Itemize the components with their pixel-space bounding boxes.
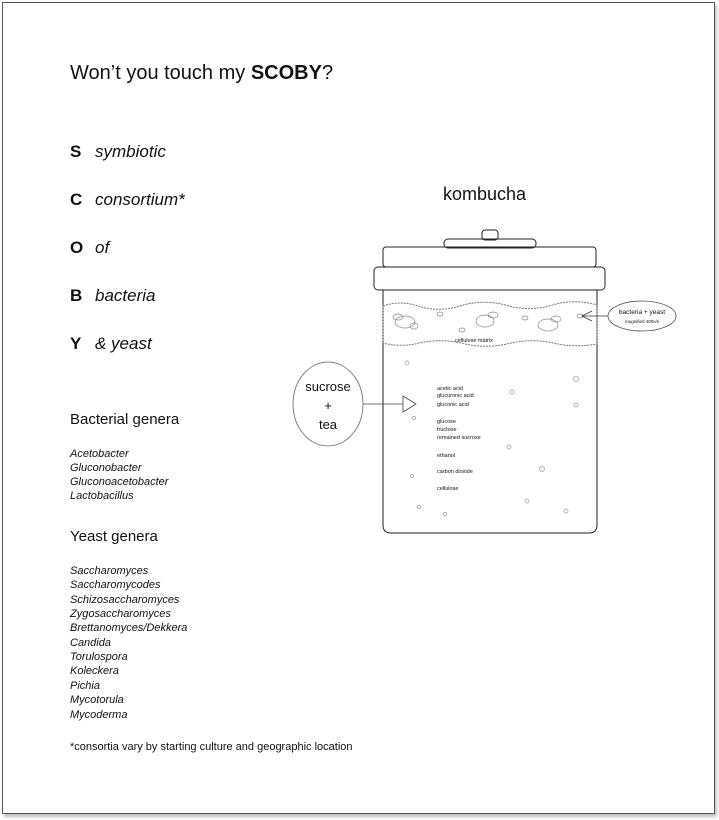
title-scoby: SCOBY — [250, 62, 322, 84]
acronym-letter: C — [70, 190, 83, 209]
jar-body — [383, 290, 597, 533]
yeast-genus: Koleckera — [70, 665, 119, 677]
acronym-word: bacteria — [95, 286, 156, 305]
diagram-title: kombucha — [443, 184, 527, 204]
lid-top — [383, 247, 596, 267]
yeast-genus: Brettanomyces/Dekkera — [70, 622, 188, 634]
yeast-genus: Zygosaccharomyces — [70, 608, 171, 620]
cell-cluster — [395, 316, 415, 328]
cell-cluster — [459, 328, 465, 332]
content-item: acetic acid — [437, 386, 463, 392]
magnified-callout — [608, 301, 676, 331]
footnote: *consortia vary by starting culture and geographic location — [70, 741, 353, 753]
yeast-genus: Schizosaccharomyces — [70, 594, 180, 606]
bacterial-genus: Lactobacillus — [70, 490, 134, 502]
content-item: glucuronic acid — [437, 393, 474, 399]
acronym-word: of — [95, 238, 110, 257]
yeast-genus: Saccharomyces — [70, 565, 149, 577]
bubble — [574, 403, 578, 407]
yeast-genus: Pichia — [70, 680, 100, 692]
acronym-letter: S — [70, 142, 82, 161]
acronym-letter: O — [70, 238, 84, 257]
acronym-word: consortium* — [95, 190, 185, 209]
bubbles — [405, 361, 579, 516]
bubble — [444, 513, 447, 516]
content-item: fructose — [437, 427, 457, 433]
yeast-genus: Mycotorula — [70, 694, 124, 706]
bubble — [405, 361, 409, 365]
bubble — [510, 390, 514, 394]
content-item: gluconic acid — [437, 402, 469, 408]
bacterial-genus: Acetobacter — [70, 448, 129, 460]
input-arrow — [363, 396, 416, 412]
cell-cluster — [538, 319, 558, 331]
cell-cluster — [488, 312, 498, 318]
acronym-word: & yeast — [95, 334, 152, 353]
input-plus: + — [324, 398, 332, 413]
bubble — [411, 475, 414, 478]
acronym-word: symbiotic — [95, 142, 166, 161]
acronym-letter: Y — [70, 334, 82, 353]
bacterial-genus: Gluconobacter — [70, 462, 142, 474]
bubble — [418, 506, 421, 509]
yeast-genus: Saccharomycodes — [70, 579, 161, 591]
callout-text-1: bacteria + yeast — [618, 309, 666, 316]
bacterial-genus: Gluconoacetobacter — [70, 476, 169, 488]
content-item: ethanol — [437, 453, 456, 459]
content-item: carbon dioxide — [437, 469, 473, 475]
scoby-cell-clusters — [393, 312, 583, 332]
cell-cluster — [476, 315, 494, 327]
yeast-genus: Candida — [70, 637, 111, 649]
callout-text-2: magnified 400x/s — [624, 319, 660, 324]
bubble — [525, 499, 529, 503]
content-item: remained sucrose — [437, 435, 481, 441]
bacterial-genera-heading: Bacterial genera — [70, 411, 180, 428]
content-item: glucose — [437, 419, 456, 425]
jar-contents — [437, 386, 481, 492]
yeast-genera-heading: Yeast genera — [70, 528, 158, 545]
yeast-genus: Torulospora — [70, 651, 128, 663]
bubble — [413, 417, 416, 420]
cellulose-matrix-label: cellulose matrix — [455, 338, 493, 344]
acronym-letter: B — [70, 286, 83, 305]
callout-pointer — [582, 311, 609, 321]
bubble — [564, 509, 568, 513]
bubble — [507, 445, 511, 449]
input-tea: tea — [318, 417, 338, 432]
cell-cluster — [410, 323, 418, 329]
lid-band — [374, 267, 605, 290]
page-title: Won’t you touch my SCOBY? — [70, 62, 334, 84]
bubble — [540, 467, 545, 472]
bubble — [574, 377, 579, 382]
yeast-genus: Mycoderma — [70, 709, 128, 721]
cell-cluster — [393, 314, 403, 320]
cell-cluster — [437, 312, 443, 316]
cell-cluster — [522, 316, 528, 320]
input-sucrose: sucrose — [305, 379, 351, 394]
content-item: cellulose — [437, 486, 459, 492]
